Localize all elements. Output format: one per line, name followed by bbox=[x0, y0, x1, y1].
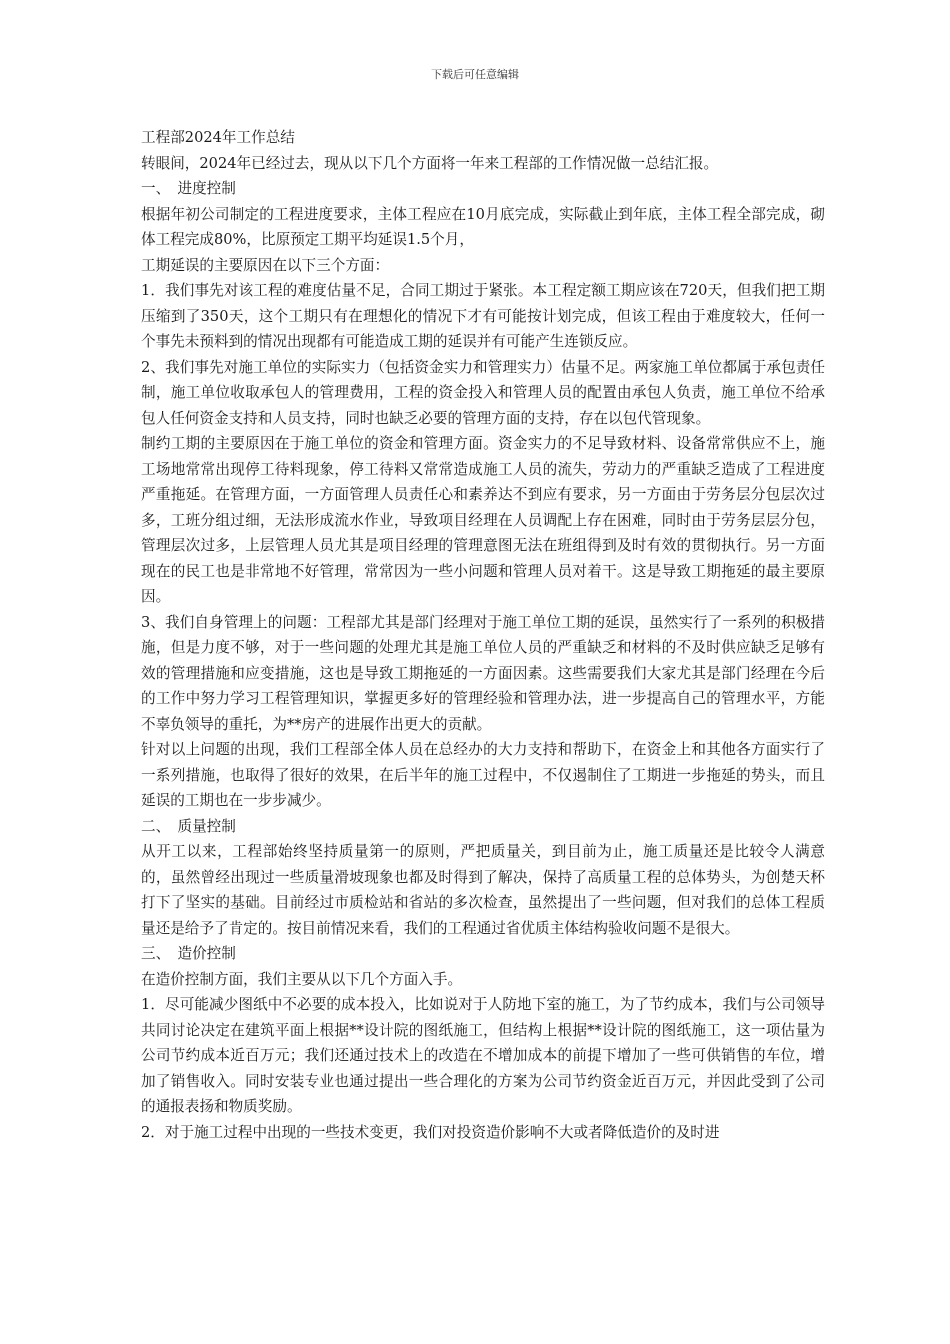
paragraph: 1．我们事先对该工程的难度估量不足，合同工期过于紧张。本工程定额工期应该在720天，但我们把工期压缩到了350天，这个工期只有在理想化的情况下才有可能按计划完成，但该工程由于难度较大，任何一个事先未预料到的情况出现都有可能造成工期的延误并有可能产生连锁反应。 bbox=[141, 282, 825, 350]
intro-paragraph: 转眼间，2024年已经过去，现从以下几个方面将一年来工程部的工作情况做一总结汇报。 bbox=[141, 154, 719, 172]
section-heading-quality: 二、 质量控制 bbox=[141, 817, 236, 835]
paragraph: 2、我们事先对施工单位的实际实力（包括资金实力和管理实力）估量不足。两家施工单位都属于承包责任制，施工单位收取承包人的管理费用，工程的资金投入和管理人员的配置由承包人负责，施工单位不给承包人任何资金支持和人员支持，同时也缺乏必要的管理方面的支持，存在以包代管现象。 bbox=[141, 358, 825, 427]
document-title: 工程部2024年工作总结 bbox=[141, 129, 295, 146]
section-heading-progress: 一、 进度控制 bbox=[141, 180, 236, 197]
document-body bbox=[141, 125, 825, 1145]
paragraph: 1．尽可能减少图纸中不必要的成本投入，比如说对于人防地下室的施工，为了节约成本，我们与公司领导共同讨论决定在建筑平面上根据**设计院的图纸施工，但结构上根据**设计院的图纸施工，这一项估量为公司节约成本近百万元；我们还通过技术上的改造在不增加成本的前提下增加了一些可供销售的车位，增加了销售收入。同时安装专业也通过提出一些合理化的方案为公司节约资金近百万元，并因此受到了公司的通报表扬和物质奖励。 bbox=[141, 996, 825, 1115]
paragraph: 针对以上问题的出现，我们工程部全体人员在总经办的大力支持和帮助下，在资金上和其他各方面实行了一系列措施，也取得了很好的效果，在后半年的施工过程中，不仅遏制住了工期进一步拖延的势头，而且延误的工期也在一步步减少。 bbox=[141, 741, 825, 809]
paragraph: 3、我们自身管理上的问题：工程部尤其是部门经理对于施工单位工期的延误，虽然实行了一系列的积极措施，但是力度不够，对于一些问题的处理尤其是施工单位人员的严重缺乏和材料的不及时供应缺乏足够有效的管理措施和应变措施，这也是导致工期拖延的一方面因素。这些需要我们大家尤其是部门经理在今后的工作中努力学习工程管理知识，掌握更多好的管理经验和管理办法，进一步提高自己的管理水平，方能不辜负领导的重托，为**房产的进展作出更大的贡献。 bbox=[141, 613, 825, 733]
paragraph: 制约工期的主要原因在于施工单位的资金和管理方面。资金实力的不足导致材料、设备常常供应不上，施工场地常常出现停工待料现象，停工待料又常常造成施工人员的流失，劳动力的严重缺乏造成了工程进度严重拖延。在管理方面，一方面管理人员责任心和素养达不到应有要求，另一方面由于劳务层分包层次过多，工班分组过细，无法形成流水作业，导致项目经理在人员调配上存在困难，同时由于劳务层层分包，管理层次过多，上层管理人员尤其是项目经理的管理意图无法在班组得到及时有效的贯彻执行。另一方面现在的民工也是非常地不好管理，常常因为一些小问题和管理人员对着干。这是导致工期拖延的最主要原因。 bbox=[141, 435, 825, 605]
paragraph: 工期延误的主要原因在以下三个方面： bbox=[141, 256, 390, 274]
paragraph: 在造价控制方面，我们主要从以下几个方面入手。 bbox=[141, 970, 463, 988]
section-heading-cost: 三、 造价控制 bbox=[141, 945, 236, 962]
page-header-text: 下载后可任意编辑 bbox=[431, 68, 519, 81]
paragraph: 2．对于施工过程中出现的一些技术变更，我们对投资造价影响不大或者降低造价的及时进 bbox=[141, 1123, 720, 1141]
paragraph: 从开工以来，工程部始终坚持质量第一的原则，严把质量关，到目前为止，施工质量还是比较令人满意的，虽然曾经出现过一些质量滑坡现象也都及时得到了解决，保持了高质量工程的总体势头，为创楚天杯打下了坚实的基础。目前经过市质检站和省站的多次检查，虽然提出了一些问题，但对我们的总体工程质量还是给予了肯定的。按目前情况来看，我们的工程通过省优质主体结构验收问题不是很大。 bbox=[141, 843, 825, 937]
page-header bbox=[0, 66, 950, 82]
paragraph: 根据年初公司制定的工程进度要求，主体工程应在10月底完成，实际截止到年底，主体工程全部完成，砌体工程完成80%，比原预定工期平均延误1.5个月， bbox=[141, 205, 825, 248]
